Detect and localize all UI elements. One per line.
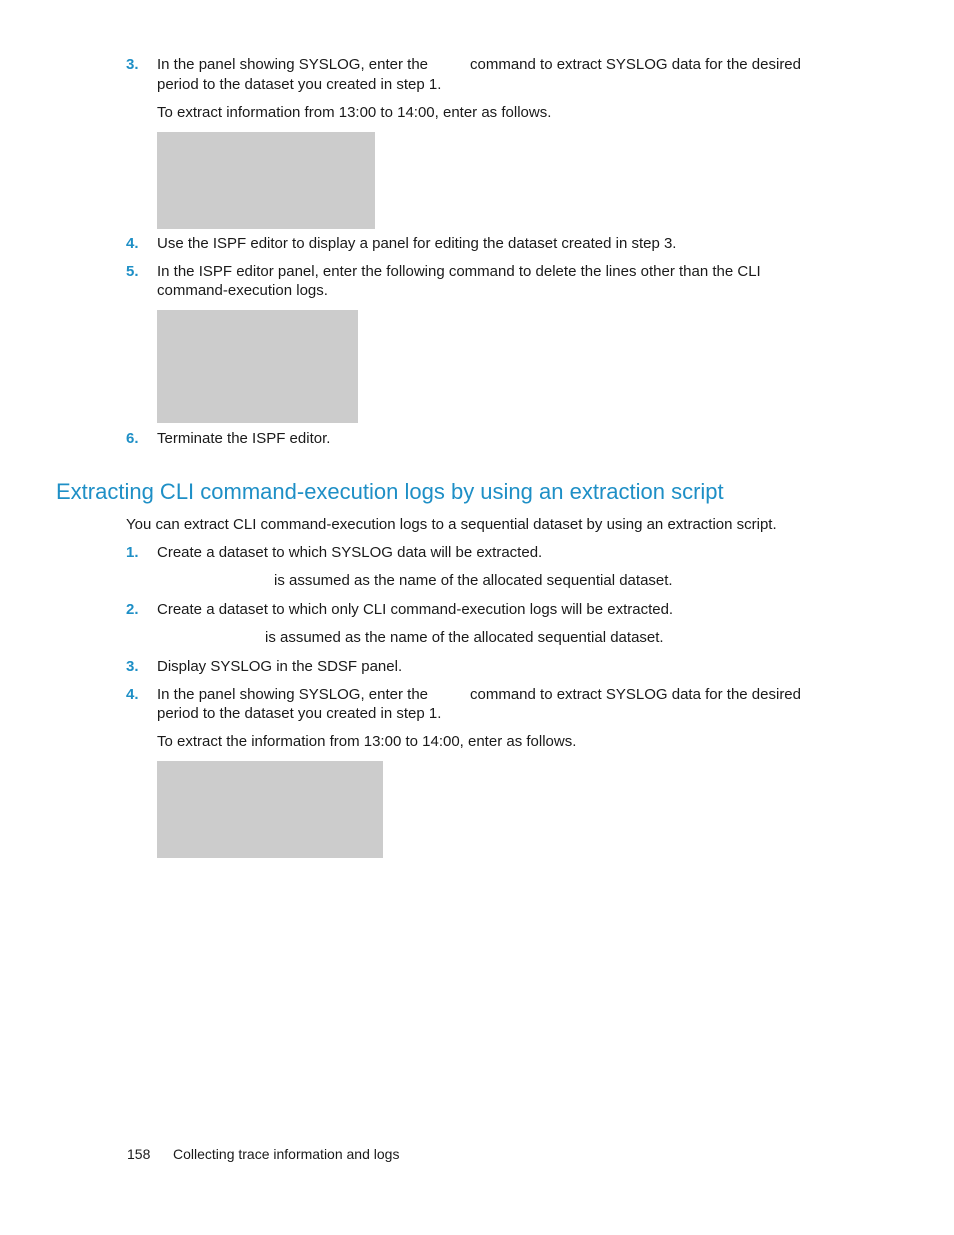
step-text: Create a dataset to which SYSLOG data will be extracted. <box>157 544 543 561</box>
step-text: command to extract SYSLOG data for the desired <box>470 686 801 703</box>
code-block <box>157 132 375 229</box>
step-number: 5. <box>126 263 139 280</box>
step-text: In the panel showing SYSLOG, enter the <box>157 56 429 73</box>
step-note: To extract the information from 13:00 to 14:00, enter as follows. <box>157 733 577 750</box>
footer-title: Collecting trace information and logs <box>173 1146 400 1162</box>
step-text: Create a dataset to which only CLI command-execution logs will be extracted. <box>157 601 674 618</box>
code-block <box>157 761 383 858</box>
step-number: 1. <box>126 544 139 561</box>
step-text: period to the dataset you created in step 1. <box>157 76 442 93</box>
step-note: is assumed as the name of the allocated sequential dataset. <box>274 572 673 589</box>
step-text: Use the ISPF editor to display a panel for editing the dataset created in step 3. <box>157 235 677 252</box>
page-number: 158 <box>127 1146 151 1162</box>
step-number: 3. <box>126 56 139 73</box>
section-intro: You can extract CLI command-execution logs to a sequential dataset by using an extraction script. <box>126 516 777 533</box>
step-text: period to the dataset you created in step 1. <box>157 705 442 722</box>
step-text: In the panel showing SYSLOG, enter the <box>157 686 429 703</box>
step-number: 3. <box>126 658 139 675</box>
step-number: 2. <box>126 601 139 618</box>
step-note: To extract information from 13:00 to 14:00, enter as follows. <box>157 104 552 121</box>
step-note: is assumed as the name of the allocated sequential dataset. <box>265 629 664 646</box>
step-text: Display SYSLOG in the SDSF panel. <box>157 658 403 675</box>
code-block <box>157 310 358 423</box>
step-number: 6. <box>126 430 139 447</box>
step-number: 4. <box>126 686 139 703</box>
step-text: In the ISPF editor panel, enter the following command to delete the lines other than the CLI <box>157 263 761 280</box>
step-text: command to extract SYSLOG data for the desired <box>470 56 801 73</box>
section-heading: Extracting CLI command-execution logs by using an extraction script <box>56 479 724 504</box>
step-number: 4. <box>126 235 139 252</box>
step-text: command-execution logs. <box>157 282 328 299</box>
step-text: Terminate the ISPF editor. <box>157 430 331 447</box>
